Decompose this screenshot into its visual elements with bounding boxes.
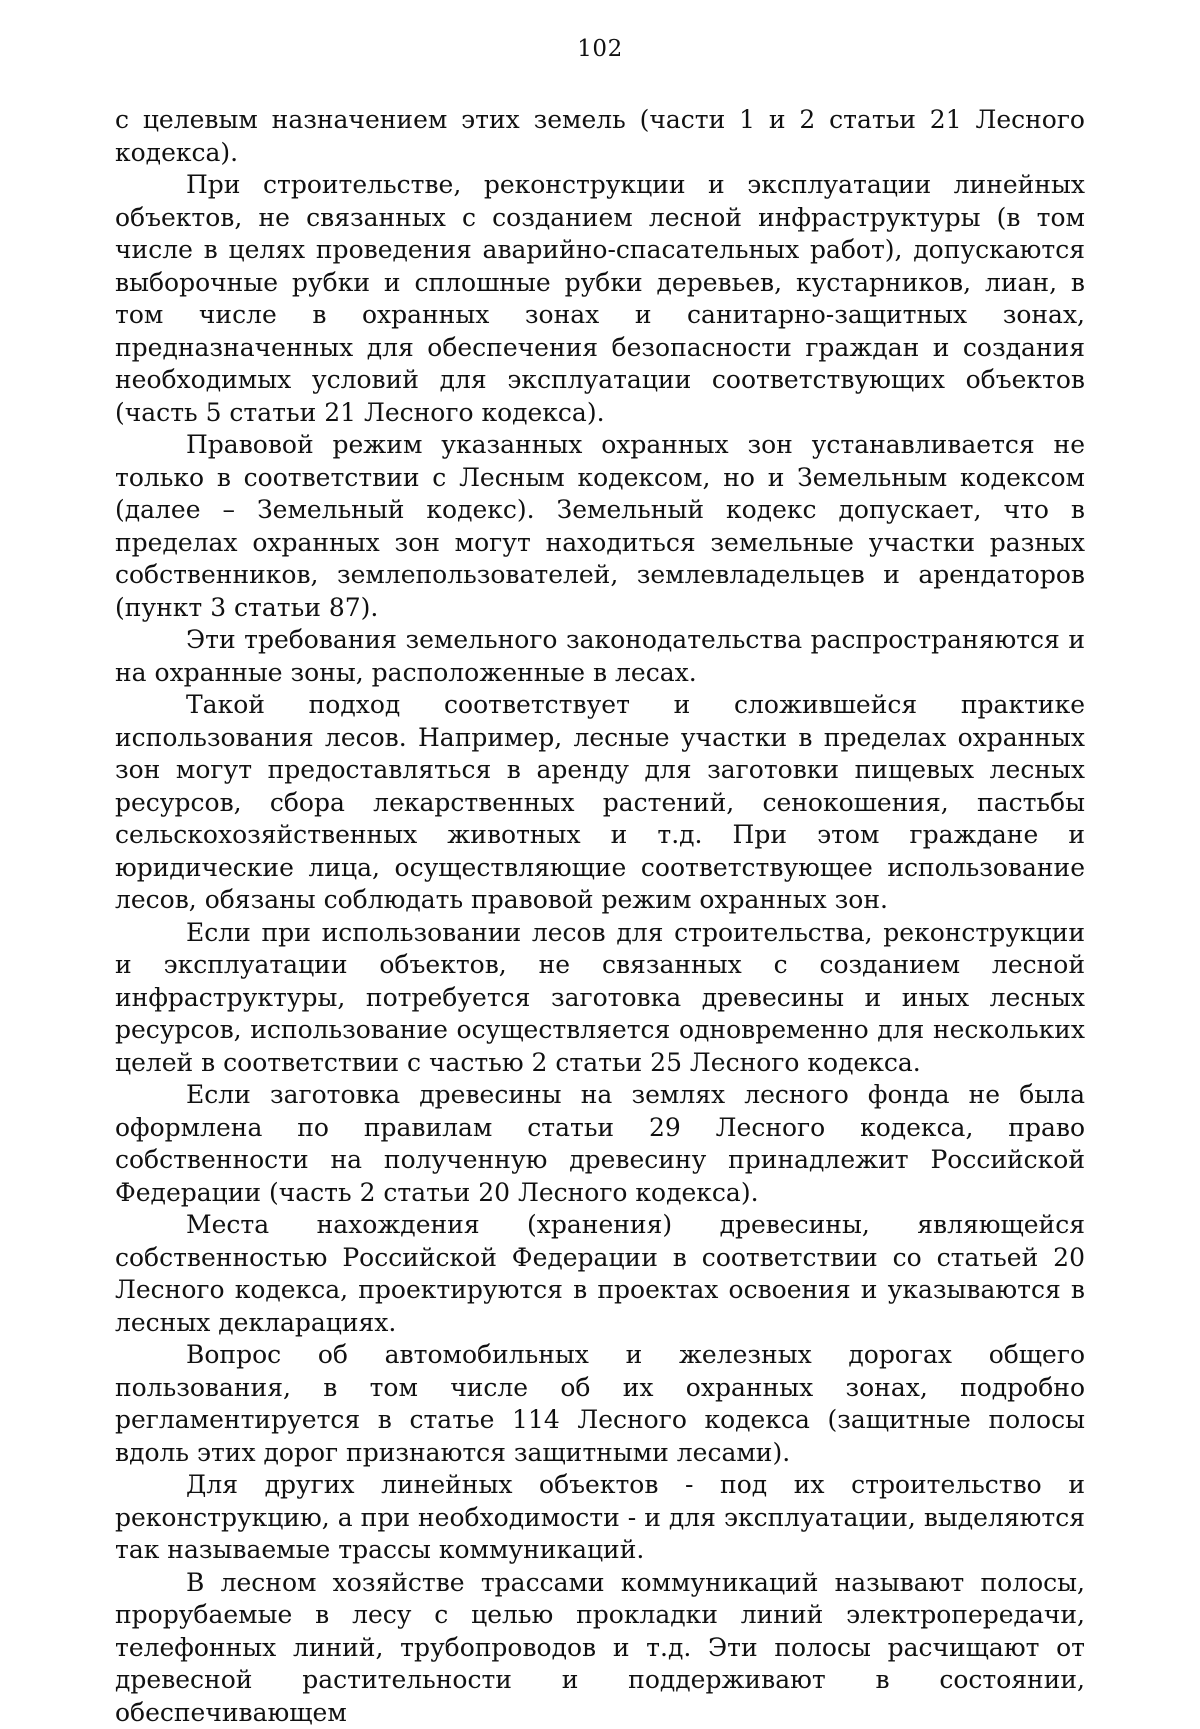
paragraph: Для других линейных объектов - под их строительство и реконструкцию, а при необходимости - и для эксплуатации, выделяются так называемые трассы коммуникаций. xyxy=(115,1469,1085,1567)
page-number: 102 xyxy=(0,36,1200,62)
paragraph: с целевым назначением этих земель (части 1 и 2 статьи 21 Лесного кодекса). xyxy=(115,104,1085,169)
paragraph: В лесном хозяйстве трассами коммуникаций называют полосы, прорубаемые в лесу с целью прокладки линий электропередачи, телефонных линий, трубопроводов и т.д. Эти полосы расчищают от древесной растительности и поддерживают в состоянии, обеспечивающем xyxy=(115,1567,1085,1729)
paragraph: Если заготовка древесины на землях лесного фонда не была оформлена по правилам статьи 29 Лесного кодекса, право собственности на полученную древесину принадлежит Российской Федерации (часть 2 статьи 20 Лесного кодекса). xyxy=(115,1079,1085,1209)
paragraph: Если при использовании лесов для строительства, реконструкции и эксплуатации объектов, не связанных с созданием лесной инфраструктуры, потребуется заготовка древесины и иных лесных ресурсов, использование осуществляется одновременно для нескольких целей в соответствии с частью 2 статьи 25 Лесного кодекса. xyxy=(115,917,1085,1080)
paragraph: При строительстве, реконструкции и эксплуатации линейных объектов, не связанных с созданием лесной инфраструктуры (в том числе в целях проведения аварийно-спасательных работ), допускаются выборочные рубки и сплошные рубки деревьев, кустарников, лиан, в том числе в охранных зонах и санитарно-защитных зонах, предназначенных для обеспечения безопасности граждан и создания необходимых условий для эксплуатации соответствующих объектов (часть 5 статьи 21 Лесного кодекса). xyxy=(115,169,1085,429)
paragraph: Такой подход соответствует и сложившейся практике использования лесов. Например, лесные участки в пределах охранных зон могут предоставляться в аренду для заготовки пищевых лесных ресурсов, сбора лекарственных растений, сенокошения, пастьбы сельскохозяйственных животных и т.д. При этом граждане и юридические лица, осуществляющие соответствующее использование лесов, обязаны соблюдать правовой режим охранных зон. xyxy=(115,689,1085,917)
paragraph: Эти требования земельного законодательства распространяются и на охранные зоны, расположенные в лесах. xyxy=(115,624,1085,689)
paragraph: Вопрос об автомобильных и железных дорогах общего пользования, в том числе об их охранных зонах, подробно регламентируется в статье 114 Лесного кодекса (защитные полосы вдоль этих дорог признаются защитными лесами). xyxy=(115,1339,1085,1469)
paragraph: Правовой режим указанных охранных зон устанавливается не только в соответствии с Лесным кодексом, но и Земельным кодексом (далее – Земельный кодекс). Земельный кодекс допускает, что в пределах охранных зон могут находиться земельные участки разных собственников, землепользователей, землевладельцев и арендаторов (пункт 3 статьи 87). xyxy=(115,429,1085,624)
paragraph: Места нахождения (хранения) древесины, являющейся собственностью Российской Федерации в соответствии со статьей 20 Лесного кодекса, проектируются в проектах освоения и указываются в лесных декларациях. xyxy=(115,1209,1085,1339)
document-body xyxy=(115,104,1085,1729)
